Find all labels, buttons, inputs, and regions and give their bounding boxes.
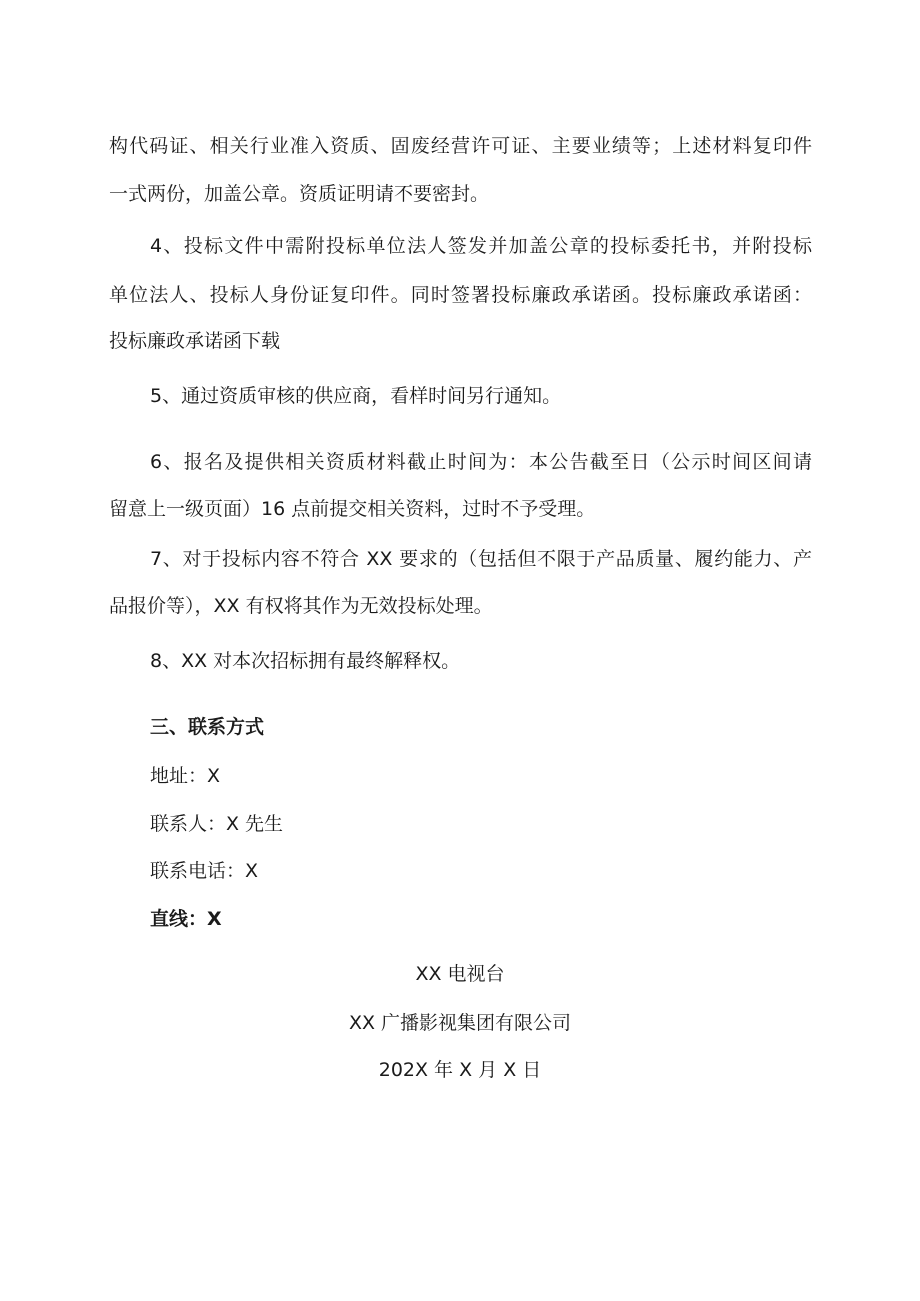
paragraph-7-line-1: 7、对于投标内容不符合 XX 要求的（包括但不限于产品质量、履约能力、产 — [150, 548, 812, 570]
paragraph-4-line-3: 投标廉政承诺函下载 — [109, 330, 281, 352]
section-heading-contact: 三、联系方式 — [150, 716, 265, 738]
paragraph-4-line-2: 单位法人、投标人身份证复印件。同时签署投标廉政承诺函。投标廉政承诺函： — [109, 284, 812, 306]
signature-org-tv-station: XX 电视台 — [415, 963, 505, 985]
paragraph-6-line-2: 留意上一级页面）16 点前提交相关资料，过时不予受理。 — [109, 498, 596, 520]
paragraph-3-line-1: 构代码证、相关行业准入资质、固废经营许可证、主要业绩等；上述材料复印件 — [109, 135, 812, 157]
paragraph-5-line-1: 5、通过资质审核的供应商，看样时间另行通知。 — [150, 385, 562, 407]
contact-phone: 联系电话：X — [150, 860, 259, 882]
signature-date: 202X 年 X 月 X 日 — [378, 1059, 542, 1081]
paragraph-3-line-2: 一式两份，加盖公章。资质证明请不要密封。 — [109, 183, 490, 205]
contact-direct-line: 直线：X — [150, 908, 222, 930]
contact-address: 地址：X — [150, 765, 221, 787]
paragraph-4-line-1: 4、投标文件中需附投标单位法人签发并加盖公章的投标委托书，并附投标 — [150, 235, 812, 257]
paragraph-8-line-1: 8、XX 对本次招标拥有最终解释权。 — [150, 650, 461, 672]
signature-org-media-group: XX 广播影视集团有限公司 — [348, 1012, 572, 1034]
contact-person: 联系人：X 先生 — [150, 813, 284, 835]
paragraph-7-line-2: 品报价等），XX 有权将其作为无效投标处理。 — [109, 595, 493, 617]
paragraph-6-line-1: 6、报名及提供相关资质材料截止时间为：本公告截至日（公示时间区间请 — [150, 451, 812, 473]
